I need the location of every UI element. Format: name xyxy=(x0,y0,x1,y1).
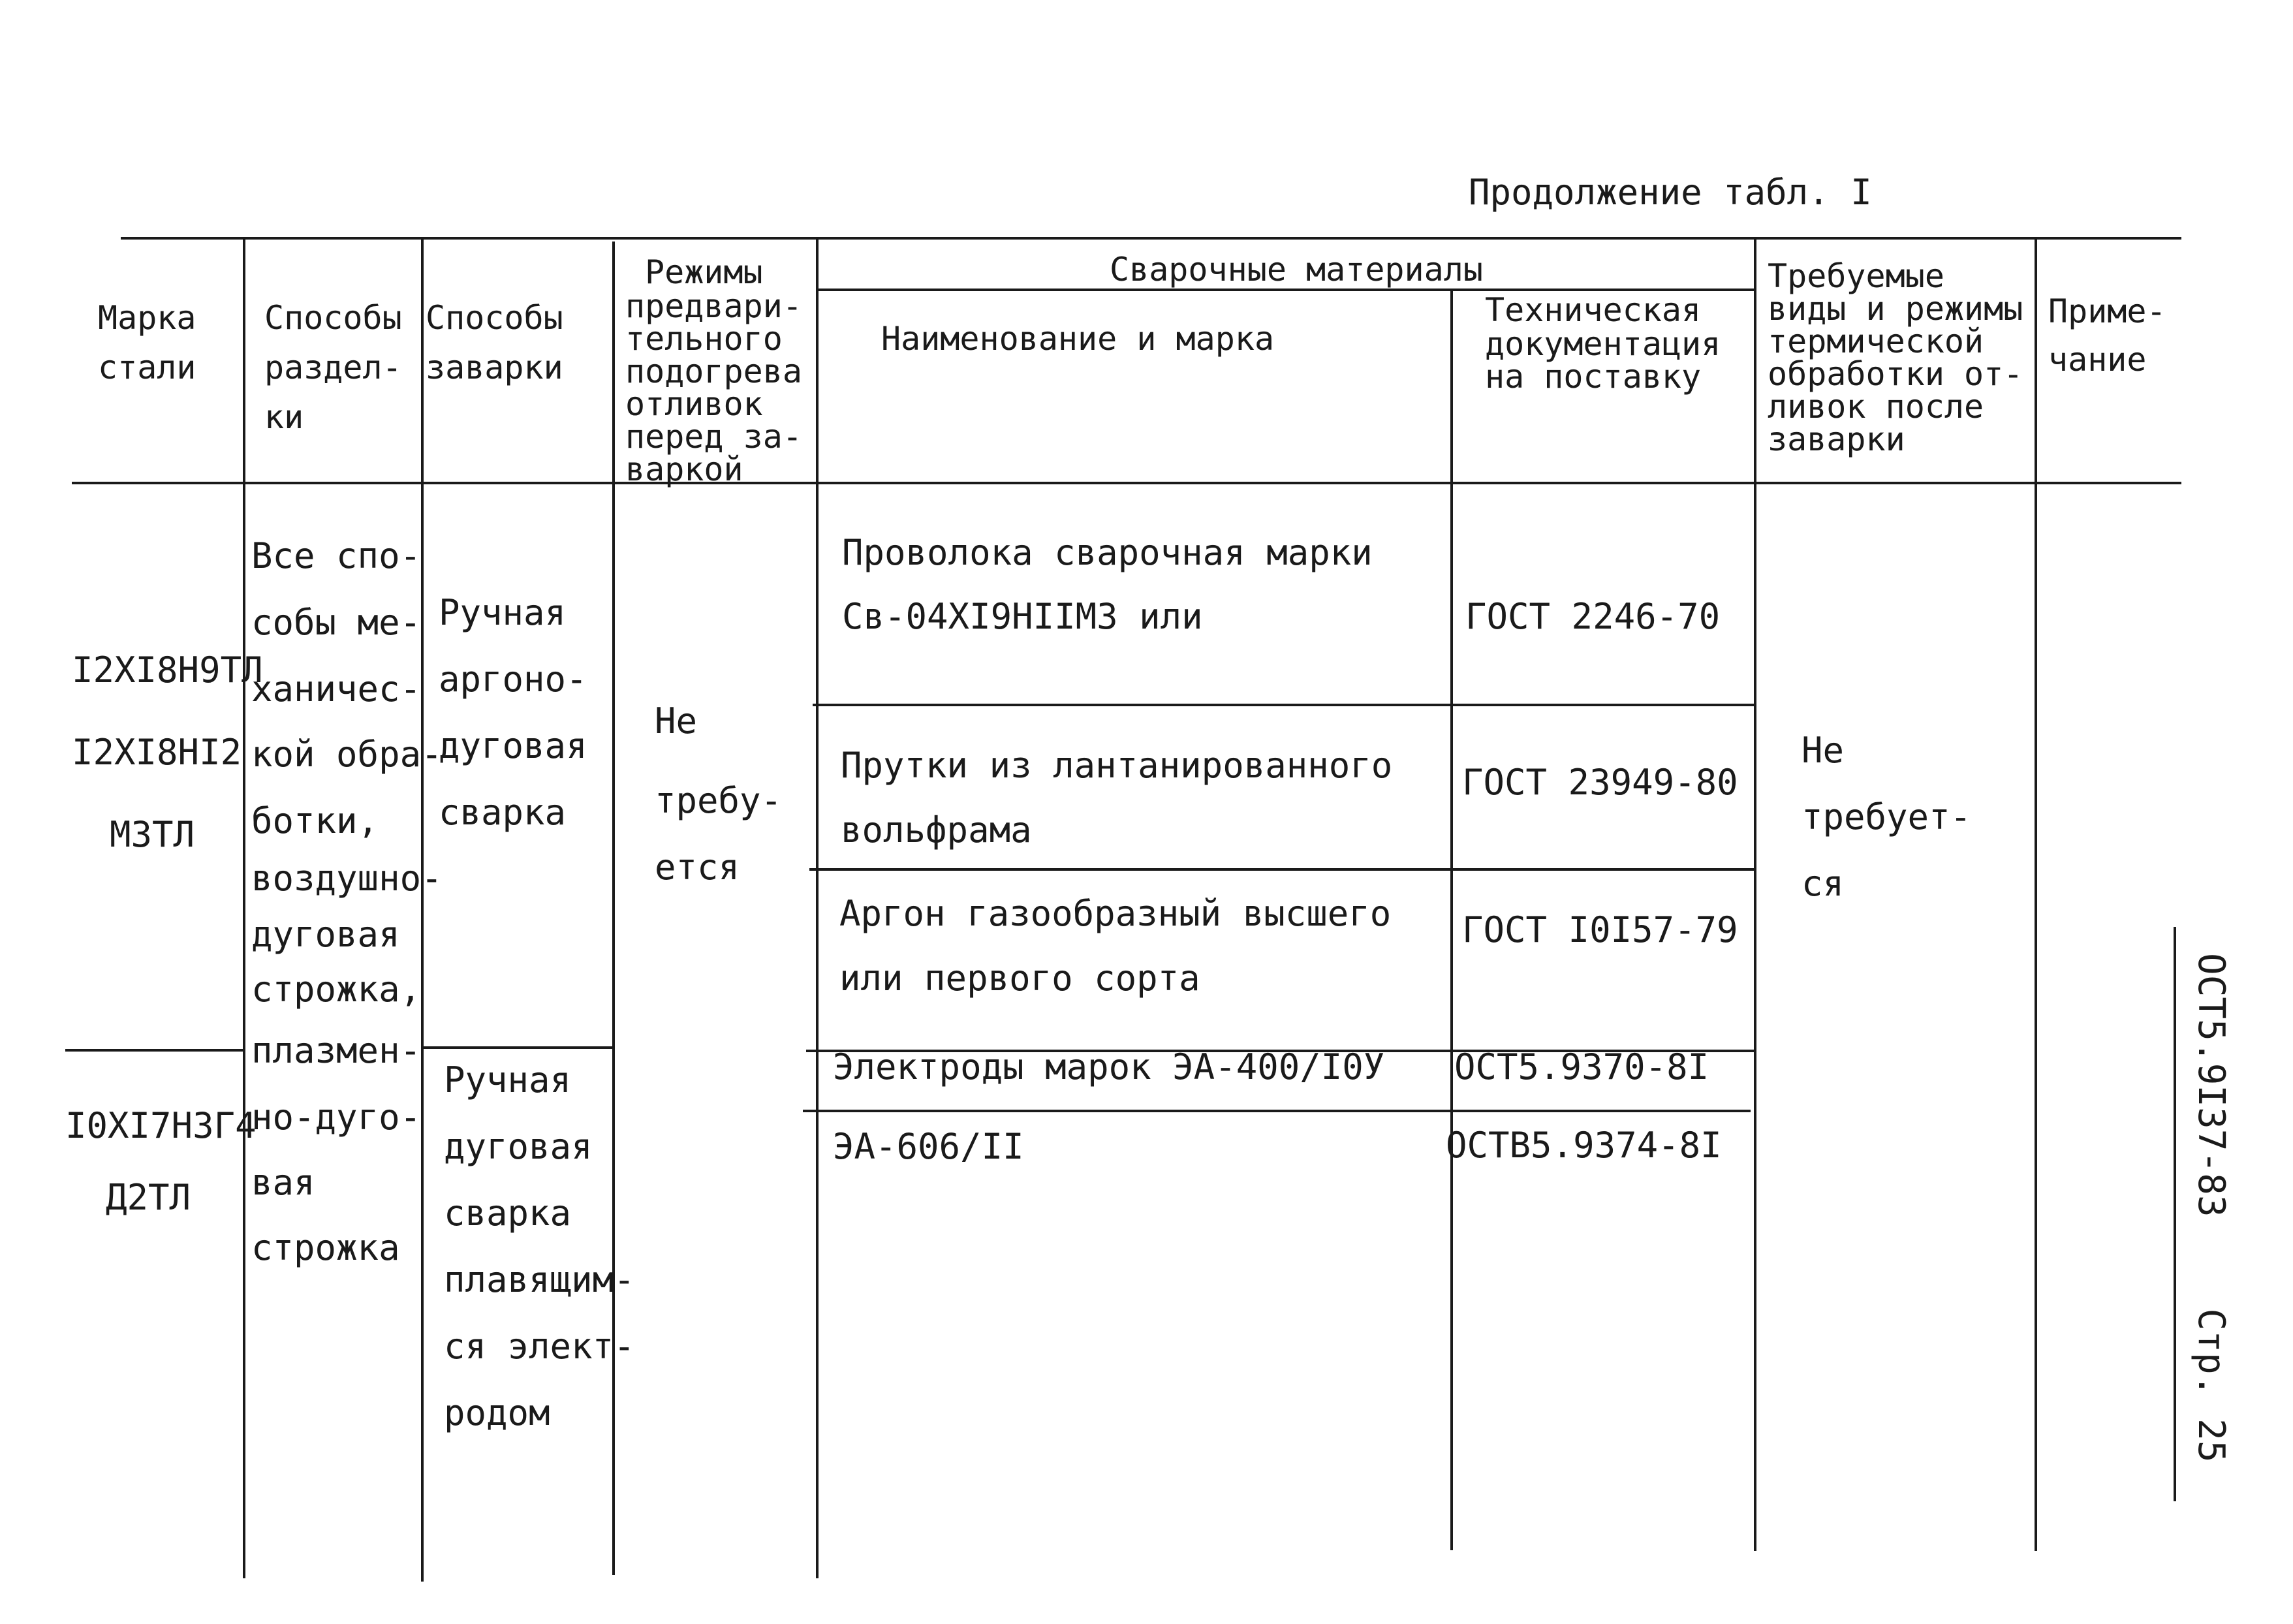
document-page: Продолжение табл. I Марка стали Способы раздел- ки Способы заварки Режимы предвари- тельного подогрева отливок перед за- варкой Сварочные материалы Наименование и марка Техническая документация на поставку Требуемые виды и режимы термической обработки от- ливок после заварки Приме- чание I2XI8H9TЛ I2XI8HI2 M3TЛ I0XI7H3Г4 Д2TЛ Все спо- собы ме- ханичес- кой обра- ботки, воздушно- дуговая строжка, плазмен- но-дуго- вая строжка Ручная аргоно- дуговая сварка Ручная дуговая сварка плавящим- ся элект- родом Не требу- ется Проволока сварочная марки Св-04XI9HIIM3 или ГОСТ 2246-70 Прутки из лантанированного вольфрама ГОСТ 23949-80 Аргон газообразный высшего или первого сорта ГОСТ I0I57-79 Электроды марок ЭА-400/I0У ОСТ5.9370-8I ЭА-606/II ОСТВ5.9374-8I Не требует- ся ОСТ5.9I37-83Стр. 25 xyxy=(0,0,2293,1624)
table-top-rule xyxy=(121,237,2181,240)
page-number: Стр. 25 xyxy=(2190,1308,2232,1463)
row-rule-1 xyxy=(813,704,1754,706)
material-doc: ГОСТ 2246-70 xyxy=(1465,596,1721,637)
material-name: или первого сорта xyxy=(839,958,1200,999)
material-name: Св-04XI9HIIM3 или xyxy=(842,596,1203,637)
col-rule-1 xyxy=(243,237,245,1578)
col-rule-4 xyxy=(816,237,819,1578)
material-name: Аргон газообразный высшего xyxy=(839,893,1392,934)
material-name: Проволока сварочная марки xyxy=(842,532,1373,573)
col-rule-5 xyxy=(1450,289,1453,1550)
row-rule-4 xyxy=(803,1110,1751,1112)
material-name: вольфрама xyxy=(841,809,1032,851)
continuation-label: Продолжение табл. I xyxy=(1469,172,1872,213)
margin-rule xyxy=(2174,927,2176,1501)
col-rule-7 xyxy=(2035,237,2037,1551)
row-rule-2 xyxy=(809,868,1754,871)
material-doc: ГОСТ I0I57-79 xyxy=(1462,909,1738,950)
header-name-and-grade: Наименование и марка xyxy=(881,320,1275,358)
header-bottom-rule xyxy=(72,482,2181,484)
document-code: ОСТ5.9I37-83 xyxy=(2190,953,2232,1217)
material-name: ЭА-606/II xyxy=(833,1126,1024,1167)
col-rule-6 xyxy=(1754,237,1756,1551)
header-welding-materials: Сварочные материалы xyxy=(1110,251,1483,289)
material-doc: ОСТВ5.9374-8I xyxy=(1446,1125,1722,1166)
material-name: Прутки из лантанированного xyxy=(841,745,1393,786)
col-rule-3 xyxy=(612,242,615,1575)
material-doc: ГОСТ 23949-80 xyxy=(1462,762,1738,803)
side-stamp xyxy=(2181,953,2240,1463)
welding-group-rule xyxy=(421,1046,612,1049)
col-rule-2 xyxy=(421,237,424,1582)
steel-group-rule xyxy=(65,1049,243,1052)
material-name: Электроды марок ЭА-400/I0У xyxy=(833,1046,1385,1087)
material-doc: ОСТ5.9370-8I xyxy=(1454,1046,1709,1087)
